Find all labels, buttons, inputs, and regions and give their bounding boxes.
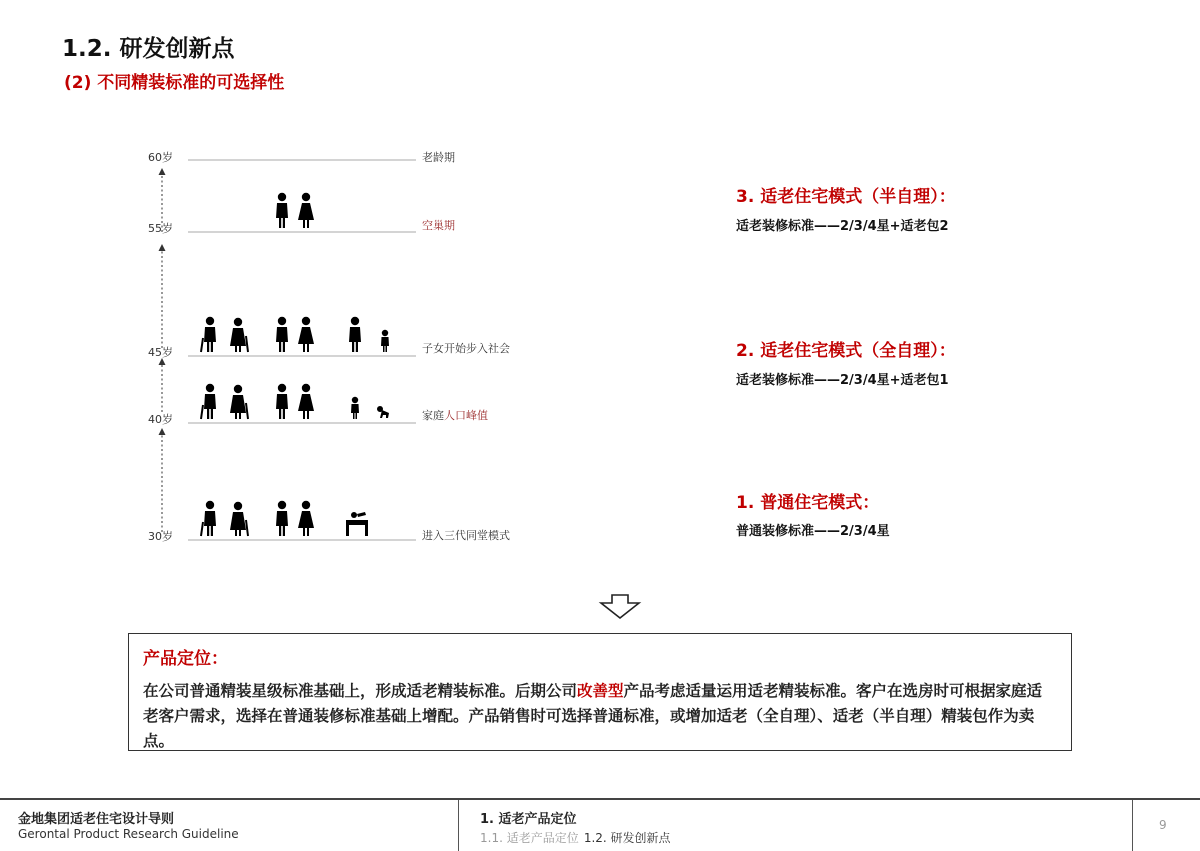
family-figures-40 [201,384,389,419]
page-title: 1.2. 研发创新点 [62,36,235,62]
positioning-text [143,679,1057,754]
mode-title: 3. 适老住宅模式（半自理）： [736,187,956,207]
footer-page [1133,800,1200,851]
stage-label: 子女开始步入社会 [422,342,510,355]
mode-desc: 适老装修标准——2/3/4星+适老包1 [736,373,949,388]
footer-title-cn: 金地集团适老住宅设计导则 [18,812,175,827]
footer-title-en: Gerontal Product Research Guideline [18,827,239,841]
crib-icon [346,512,368,536]
age-label: 60岁 [148,151,173,164]
stage-label [422,407,488,423]
page-number: 9 [1159,818,1167,832]
page-footer [0,798,1200,851]
down-arrow-icon [598,594,642,620]
positioning-text-part: 在公司普通精装星级标准基础上，形成适老精装标准。后期公司 [143,682,578,700]
stage-label: 空巢期 [422,219,455,232]
stage-label: 老龄期 [422,151,455,164]
positioning-highlight: 改善型 [577,682,624,700]
stage-label: 进入三代同堂模式 [422,529,510,542]
page-subtitle: (2) 不同精装标准的可选择性 [64,73,285,93]
mode-title: 1. 普通住宅模式： [736,493,880,513]
positioning-text-part: 产品考虑适量运用适老精装标准。客户在选房时可根据家庭适老客户需求，选择在普通装修标准基础上增配。产品销售时可选择普通标准，或增加适老（全自理）、适老（半自理）精装包作为卖点。 [143,682,1043,750]
family-lifecycle-diagram [140,140,530,550]
breadcrumb-item: 1.1. 适老产品定位 [480,831,579,845]
stage-label-part: 家庭 [422,409,444,422]
age-label: 55岁 [148,222,173,235]
positioning-label: 产品定位： [143,649,228,669]
mode-desc: 普通装修标准——2/3/4星 [736,524,890,539]
family-figures-45 [201,317,389,352]
product-positioning-box [128,633,1072,751]
mode-desc: 适老装修标准——2/3/4星+适老包2 [736,219,949,234]
breadcrumb-current: 1.2. 研发创新点 [583,831,671,845]
footer-section-title: 1. 适老产品定位 [480,812,577,827]
footer-section [460,800,1133,851]
stage-label-highlight: 人口峰值 [444,409,488,422]
mode-title: 2. 适老住宅模式（全自理）： [736,341,956,361]
footer-doc-title [0,800,459,851]
couple-figures-55 [276,193,314,228]
family-figures-30 [201,501,368,536]
age-label: 30岁 [148,530,173,543]
age-label: 40岁 [148,413,173,426]
footer-breadcrumb [480,827,671,846]
age-label: 45岁 [148,346,173,359]
